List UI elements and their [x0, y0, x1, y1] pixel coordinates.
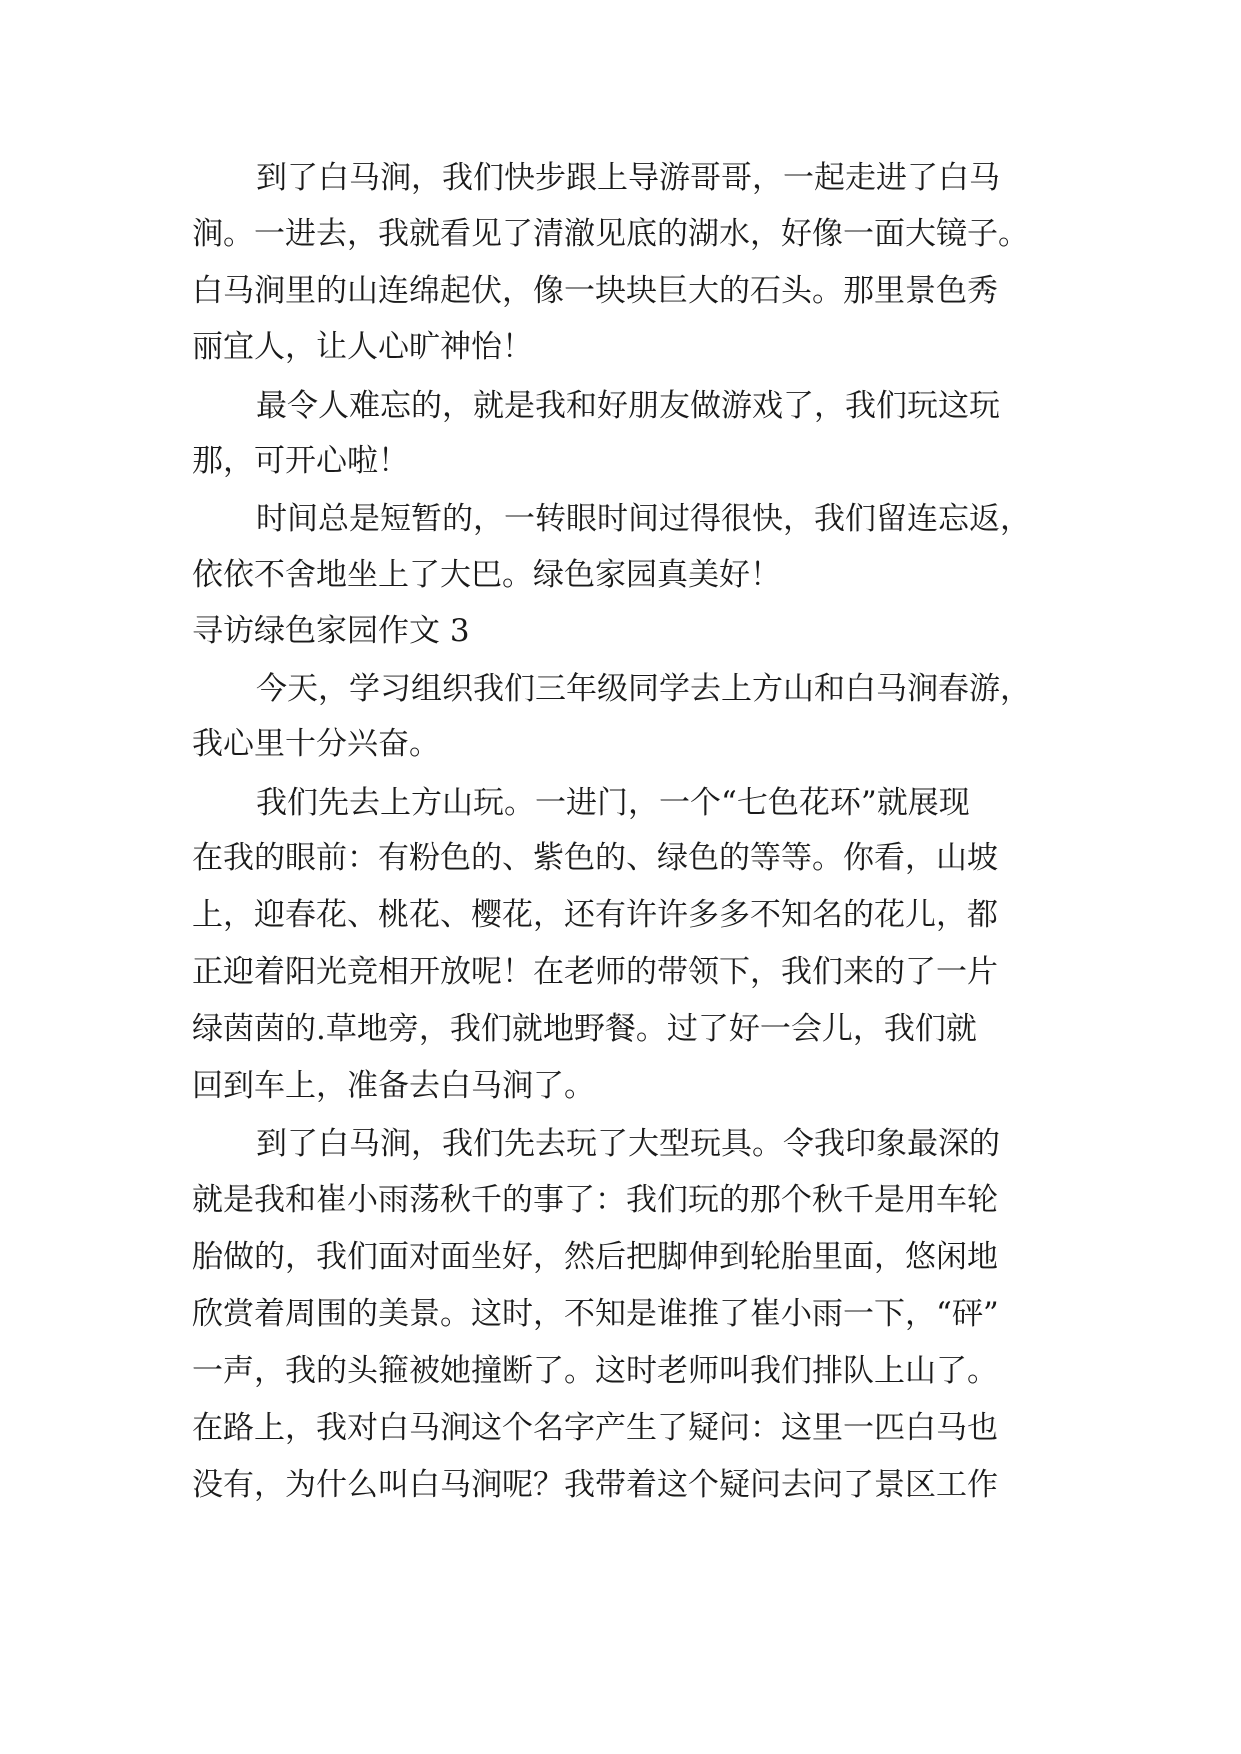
text-line: 一声，我的头箍被她撞断了。这时老师叫我们排队上山了。 — [192, 1353, 998, 1389]
text-line: 今天，学习组织我们三年级同学去上方山和白马涧春游， — [256, 671, 1031, 707]
text-line: 我心里十分兴奋。 — [192, 726, 440, 762]
text-line: 那，可开心啦！ — [192, 443, 409, 479]
text-line: 正迎着阳光竞相开放呢！在老师的带领下，我们来的了一片 — [192, 954, 998, 990]
text-line: 没有，为什么叫白马涧呢？我带着这个疑问去问了景区工作 — [192, 1467, 998, 1503]
text-line: 就是我和崔小雨荡秋千的事了：我们玩的那个秋千是用车轮 — [192, 1182, 998, 1218]
section-heading: 寻访绿色家园作文 3 — [192, 613, 470, 649]
text-line: 到了白马涧，我们先去玩了大型玩具。令我印象最深的 — [256, 1126, 1000, 1162]
text-line: 白马涧里的山连绵起伏，像一块块巨大的石头。那里景色秀 — [192, 273, 998, 309]
text-line: 上，迎春花、桃花、樱花，还有许许多多不知名的花儿，都 — [192, 897, 998, 933]
text-line: 在路上，我对白马涧这个名字产生了疑问：这里一匹白马也 — [192, 1410, 998, 1446]
text-line: 绿茵茵的.草地旁，我们就地野餐。过了好一会儿，我们就 — [192, 1011, 977, 1047]
text-line: 涧。一进去，我就看见了清澈见底的湖水，好像一面大镜子。 — [192, 216, 1029, 252]
text-line: 欣赏着周围的美景。这时，不知是谁推了崔小雨一下，“砰” — [192, 1296, 999, 1332]
text-line: 胎做的，我们面对面坐好，然后把脚伸到轮胎里面，悠闲地 — [192, 1239, 998, 1275]
text-line: 丽宜人，让人心旷神怡！ — [192, 329, 533, 365]
text-line: 时间总是短暂的，一转眼时间过得很快，我们留连忘返， — [256, 501, 1031, 537]
text-line: 最令人难忘的，就是我和好朋友做游戏了，我们玩这玩 — [256, 388, 1000, 424]
text-line: 我们先去上方山玩。一进门，一个“七色花环”就展现 — [256, 785, 970, 821]
text-line: 依依不舍地坐上了大巴。绿色家园真美好！ — [192, 557, 781, 593]
text-line: 回到车上，准备去白马涧了。 — [192, 1068, 595, 1104]
text-line: 到了白马涧，我们快步跟上导游哥哥，一起走进了白马 — [256, 160, 1000, 196]
text-line: 在我的眼前：有粉色的、紫色的、绿色的等等。你看，山坡 — [192, 840, 998, 876]
